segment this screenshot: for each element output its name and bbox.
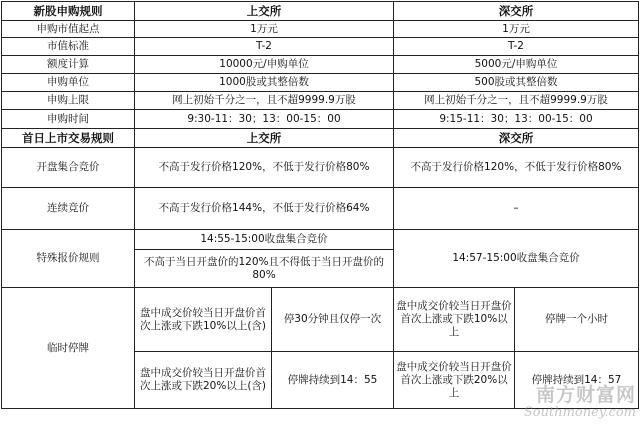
sh-value: 不高于发行价格144%，不低于发行价格64% <box>135 188 394 230</box>
table-row <box>2 92 639 110</box>
sh-action: 停30分钟且仅停一次 <box>272 288 394 352</box>
watermark-en: Southmoney.com <box>523 405 636 420</box>
sz-action: 停牌持续到14：57 <box>515 352 639 409</box>
row-label: 连续竞价 <box>2 188 135 230</box>
ipo-rules-heading: 新股申购规则 <box>2 2 135 21</box>
table-row <box>2 110 639 129</box>
sz-value: 不高于发行价格120%，不低于发行价格80% <box>394 148 639 188</box>
sh-value: 9:30-11：30；13：00-15：00 <box>135 110 394 129</box>
table-row <box>2 148 639 188</box>
sh-value: 14:55-15:00收盘集合竞价 <box>135 230 394 250</box>
table-row <box>2 188 639 230</box>
sz-value: 1万元 <box>394 21 639 38</box>
sz-value: 网上初始千分之一，且不超9999.9万股 <box>394 92 639 110</box>
firstday-header-row <box>2 129 639 148</box>
ipo-sh-heading: 上交所 <box>135 2 394 21</box>
sh-condition: 盘中成交价较当日开盘价首次上涨或下跌20%以上(含) <box>135 352 272 409</box>
sh-value: 1万元 <box>135 21 394 38</box>
row-label: 申购单位 <box>2 74 135 92</box>
table-row <box>2 21 639 38</box>
row-label: 申购上限 <box>2 92 135 110</box>
sz-value: 500股或其整倍数 <box>394 74 639 92</box>
sz-condition: 盘中成交价较当日开盘价首次上涨或下跌10%以上 <box>394 288 515 352</box>
firstday-sz-heading: 深交所 <box>394 129 639 148</box>
table-row <box>2 56 639 74</box>
sh-value: T-2 <box>135 38 394 56</box>
sh-value: 不高于发行价格120%，不低于发行价格80% <box>135 148 394 188</box>
row-label: 临时停牌 <box>2 288 135 409</box>
sz-value: – <box>394 188 639 230</box>
sh-condition: 盘中成交价较当日开盘价首次上涨或下跌10%以上(含) <box>135 288 272 352</box>
sz-action: 停牌一个小时 <box>515 288 639 352</box>
row-label: 申购市值起点 <box>2 21 135 38</box>
sz-value: 14:57-15:00收盘集合竞价 <box>394 230 639 288</box>
table-row <box>2 38 639 56</box>
row-label: 额度计算 <box>2 56 135 74</box>
sh-value: 1000股或其整倍数 <box>135 74 394 92</box>
sh-value: 网上初始千分之一，且不超9999.9万股 <box>135 92 394 110</box>
row-label: 特殊报价规则 <box>2 230 135 288</box>
sz-value: 9:15-11：30；13：00-15：00 <box>394 110 639 129</box>
sh-action: 停牌持续到14：55 <box>272 352 394 409</box>
table-row <box>2 288 639 352</box>
firstday-rules-heading: 首日上市交易规则 <box>2 129 135 148</box>
rules-table <box>1 1 639 409</box>
sz-condition: 盘中成交价较当日开盘价首次上涨或下跌20%以上 <box>394 352 515 409</box>
watermark-cn: 南方财富网 <box>535 384 636 406</box>
sz-value: 5000元/申购单位 <box>394 56 639 74</box>
sh-value: 不高于当日开盘价的120%且不得低于当日开盘价的80% <box>135 250 394 288</box>
table-row <box>2 230 639 250</box>
ipo-sz-heading: 深交所 <box>394 2 639 21</box>
row-label: 申购时间 <box>2 110 135 129</box>
row-label: 开盘集合竞价 <box>2 148 135 188</box>
row-label: 市值标准 <box>2 38 135 56</box>
ipo-header-row <box>2 2 639 21</box>
sz-value: T-2 <box>394 38 639 56</box>
sh-value: 10000元/申购单位 <box>135 56 394 74</box>
table-row <box>2 74 639 92</box>
firstday-sh-heading: 上交所 <box>135 129 394 148</box>
